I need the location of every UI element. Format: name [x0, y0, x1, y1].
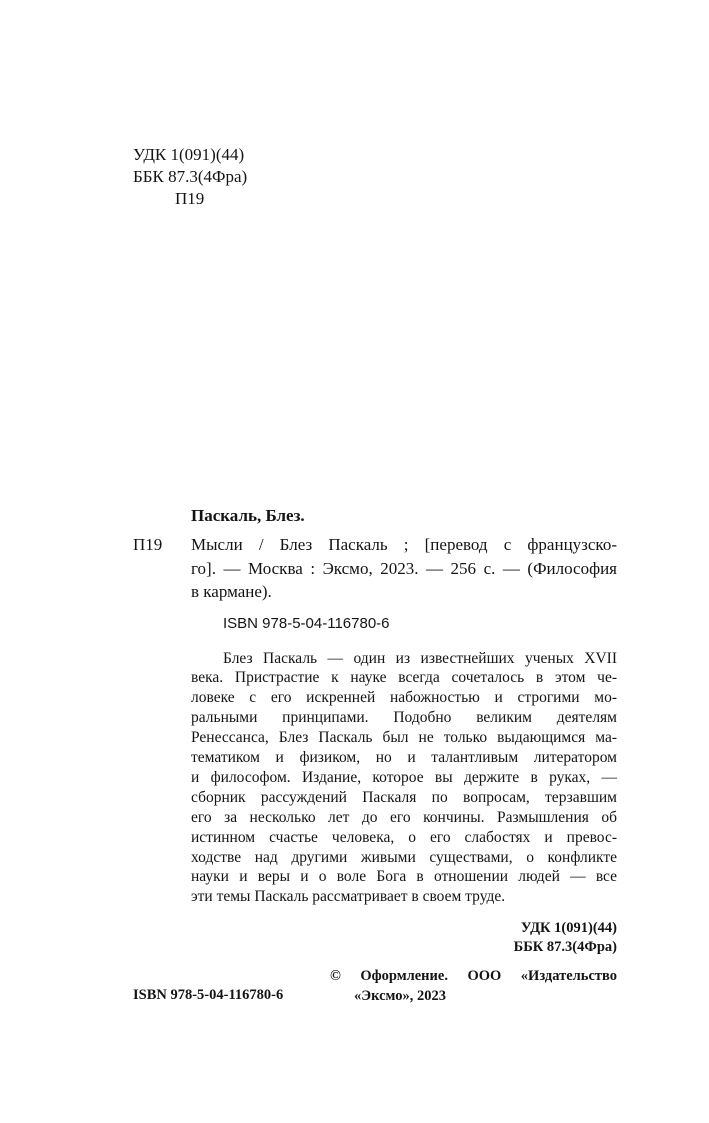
annotation-line: истинном счастье человека, о его слабостях и превос-	[191, 828, 617, 846]
bottom-bbk-code: ББК 87.3(4Фра)	[513, 939, 617, 956]
annotation-line: тематиком и физиком, но и талантливым литератором	[191, 749, 617, 767]
annotation-line: ходстве над другими живыми существами, о конфликте	[191, 848, 617, 866]
annotation-line: и философом. Издание, которое вы держите в руках, —	[191, 768, 617, 786]
annotation-line: науки и веры и о воле Бога в отношении людей — все	[191, 868, 617, 886]
annotation-line: века. Пристрастие к науке всегда сочеталось в этом че-	[191, 669, 617, 687]
annotation-line: его за несколько лет до его кончины. Размышления об	[191, 808, 617, 826]
description-line: Мысли / Блез Паскаль ; [перевод с французско-	[191, 535, 617, 554]
entry-author-mark: П19	[133, 535, 163, 554]
footer-isbn: ISBN 978-5-04-116780-6	[133, 987, 284, 1003]
copyright-notice	[330, 966, 617, 1006]
annotation-line: ральными принципами. Подобно великим деятелям	[191, 709, 617, 727]
annotation-line: Блез Паскаль — один из известнейших ученых XVII	[223, 649, 617, 667]
annotation-line: ловеке с его искренней набожностью и строгими мо-	[191, 689, 617, 707]
description-line: в кармане).	[191, 582, 272, 601]
classification-codes	[133, 144, 247, 210]
isbn-line: ISBN 978-5-04-116780-6	[223, 614, 390, 632]
annotation-line: Ренессанса, Блез Паскаль был не только выдающимся ма-	[191, 729, 617, 747]
author-heading: Паскаль, Блез.	[191, 506, 305, 525]
bottom-classification-codes	[133, 919, 617, 957]
bottom-udk-code: УДК 1(091)(44)	[520, 920, 617, 937]
annotation-line: эти темы Паскаль рассматривает в своем труде.	[191, 888, 506, 906]
copyright-line: «Эксмо», 2023	[354, 988, 446, 1004]
bibliographic-description	[133, 533, 617, 604]
description-line: го]. — Москва : Эксмо, 2023. — 256 с. — (Философия	[191, 558, 617, 578]
bibliographic-record	[133, 505, 617, 957]
bbk-code: ББК 87.3(4Фра)	[133, 167, 248, 186]
annotation	[191, 649, 617, 908]
copyright-line: © Оформление. ООО «Издательство	[330, 968, 617, 984]
author-mark: П19	[175, 189, 205, 208]
udk-code: УДК 1(091)(44)	[133, 145, 245, 164]
annotation-line: сборник рассуждений Паскаля по вопросам, терзавшим	[191, 788, 617, 806]
